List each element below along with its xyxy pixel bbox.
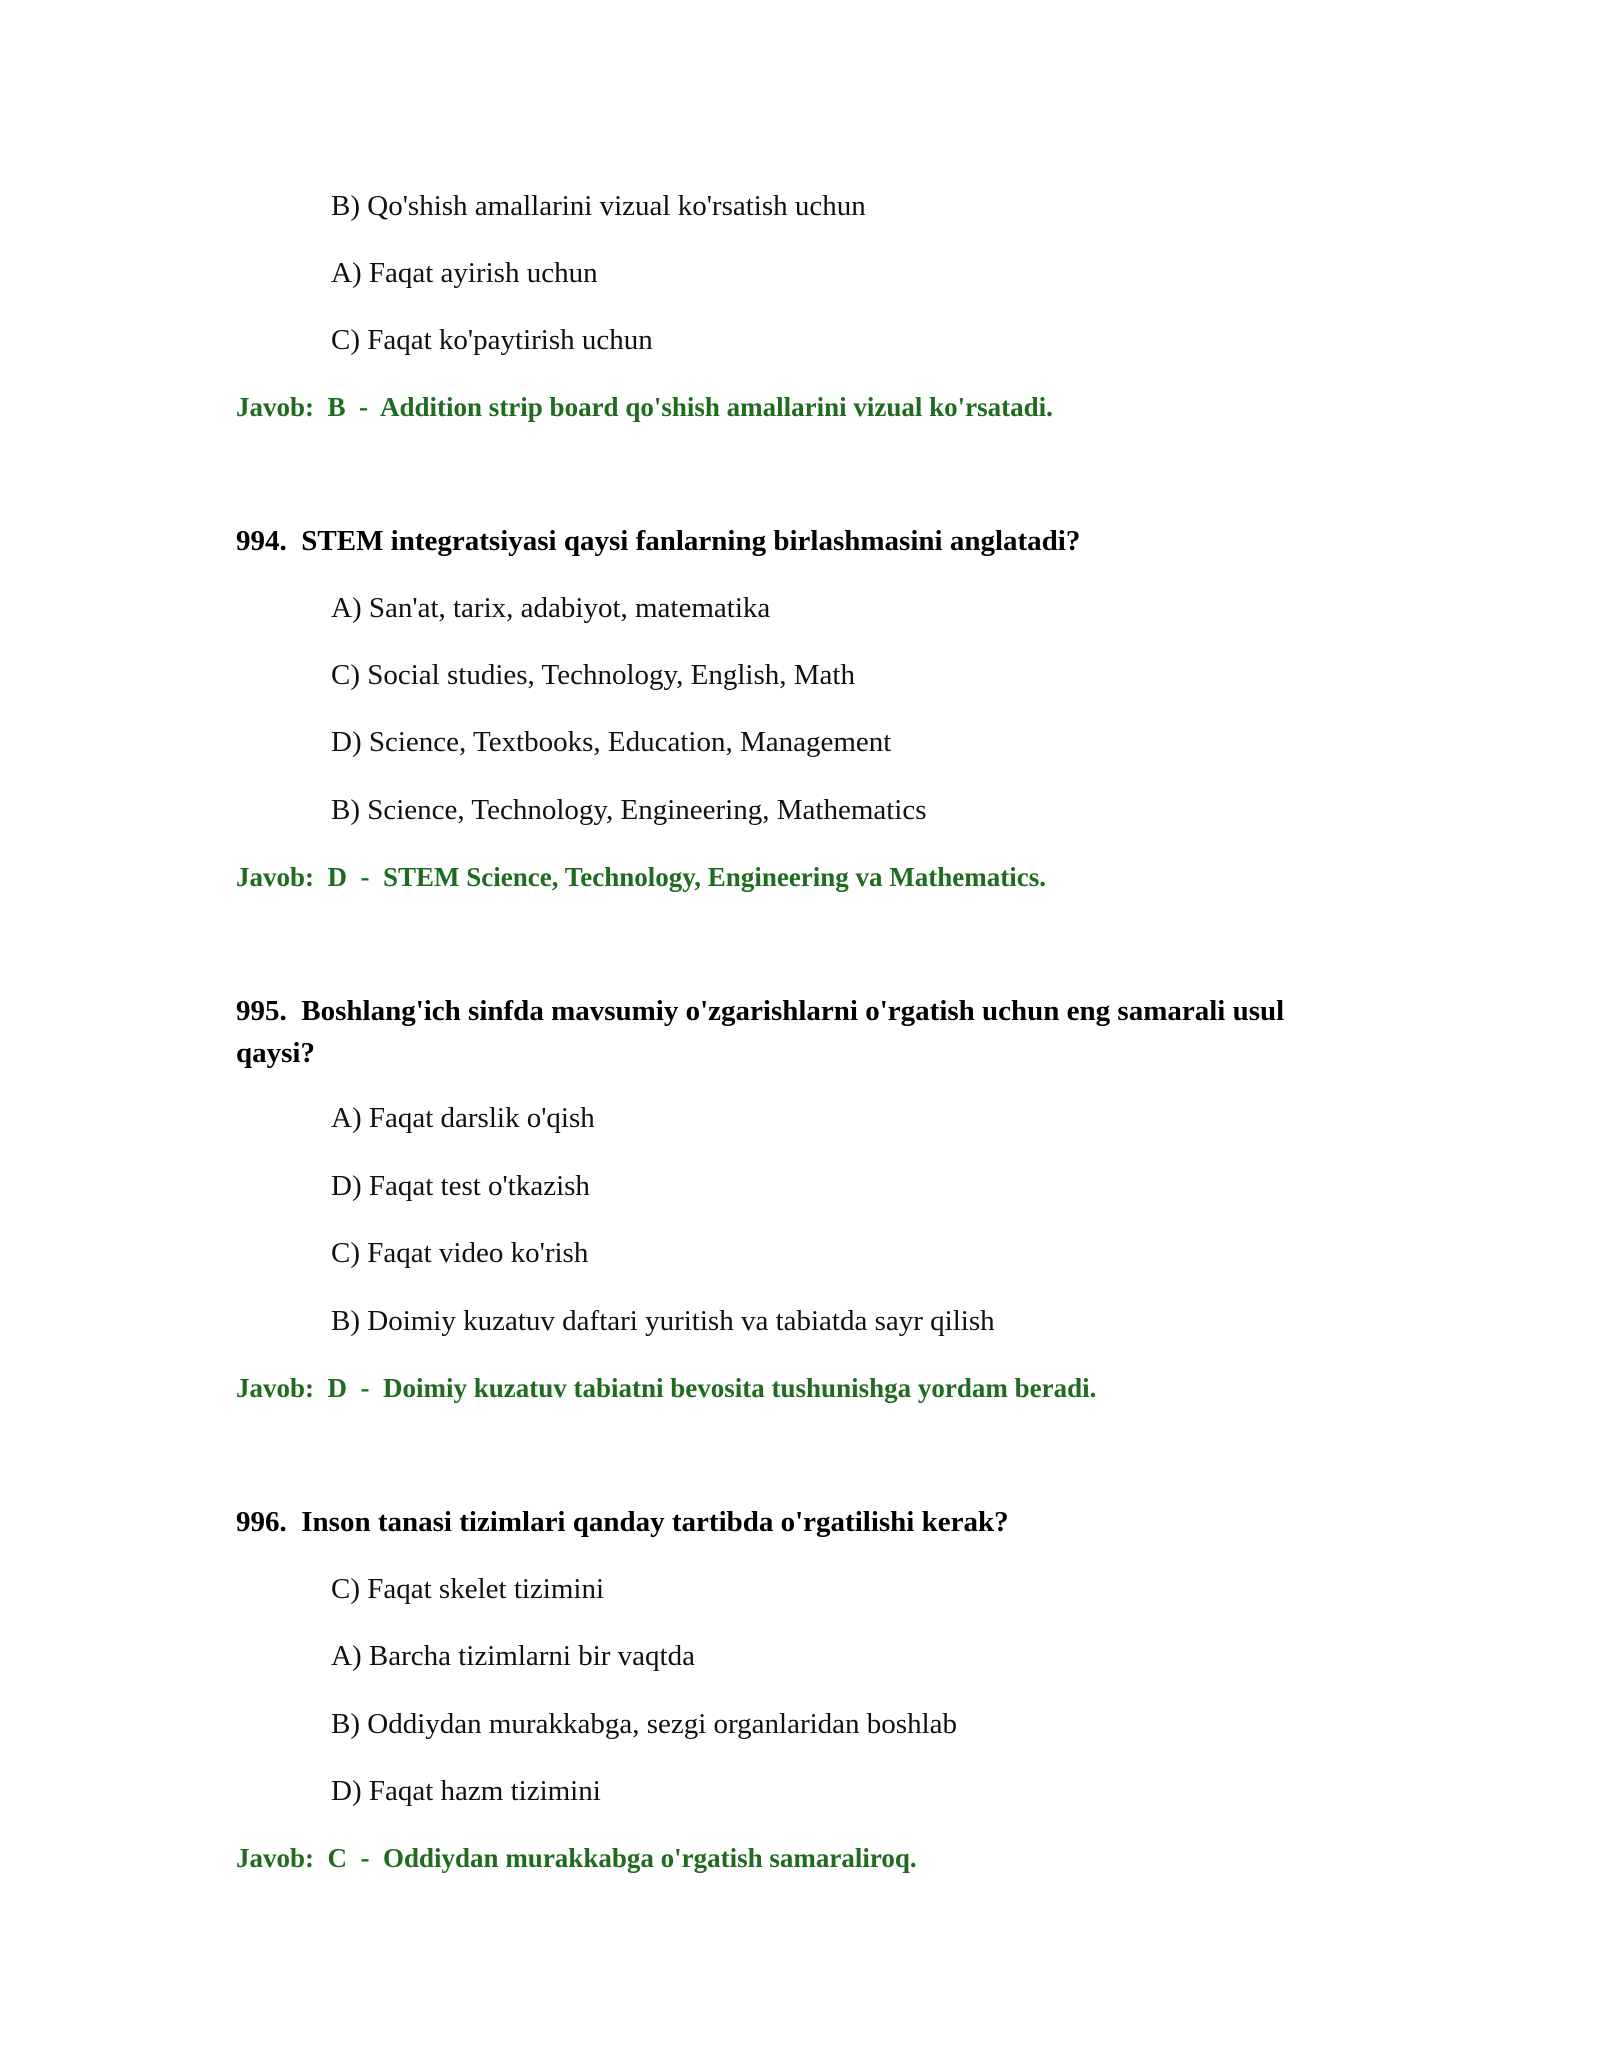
answer-option: C) Faqat video ko'rish	[331, 1237, 589, 1269]
answer-option: B) Qo'shish amallarini vizual ko'rsatish uchun	[331, 190, 866, 222]
question-text: Boshlang'ich sinfda mavsumiy o'zgarishlarni o'rgatish uchun eng samarali usul qaysi?	[236, 995, 1285, 1069]
correct-answer: Javob: D - STEM Science, Technology, Engineering va Mathematics.	[236, 862, 1046, 892]
answer-option: B) Oddiydan murakkabga, sezgi organlaridan boshlab	[331, 1708, 958, 1740]
answer-option: D) Faqat hazm tizimini	[331, 1775, 601, 1807]
answer-option: D) Science, Textbooks, Education, Management	[331, 726, 892, 758]
answer-option: C) Social studies, Technology, English, Math	[331, 659, 855, 691]
answer-option: A) Barcha tizimlarni bir vaqtda	[331, 1640, 695, 1672]
question-text: STEM integratsiyasi qaysi fanlarning birlashmasini anglatadi?	[301, 525, 1081, 557]
question-text: Inson tanasi tizimlari qanday tartibda o'rgatilishi kerak?	[301, 1506, 1009, 1538]
answer-option: B) Science, Technology, Engineering, Mathematics	[331, 794, 927, 826]
answer-option: A) San'at, tarix, adabiyot, matematika	[331, 592, 771, 624]
correct-answer: Javob: D - Doimiy kuzatuv tabiatni bevosita tushunishga yordam beradi.	[236, 1373, 1097, 1403]
question-heading	[236, 520, 1336, 562]
answer-option: C) Faqat ko'paytirish uchun	[331, 324, 653, 356]
answer-option: C) Faqat skelet tizimini	[331, 1573, 605, 1605]
question-number: 995.	[236, 995, 287, 1027]
answer-option: D) Faqat test o'tkazish	[331, 1170, 590, 1202]
correct-answer: Javob: C - Oddiydan murakkabga o'rgatish samaraliroq.	[236, 1843, 917, 1873]
answer-option: A) Faqat darslik o'qish	[331, 1102, 595, 1134]
answer-option: A) Faqat ayirish uchun	[331, 257, 598, 289]
question-number: 994.	[236, 525, 287, 557]
correct-answer: Javob: B - Addition strip board qo'shish amallarini vizual ko'rsatadi.	[236, 392, 1053, 422]
question-heading	[236, 1501, 1336, 1543]
question-number: 996.	[236, 1506, 287, 1538]
question-heading	[236, 990, 1336, 1074]
answer-option: B) Doimiy kuzatuv daftari yuritish va tabiatda sayr qilish	[331, 1305, 995, 1337]
